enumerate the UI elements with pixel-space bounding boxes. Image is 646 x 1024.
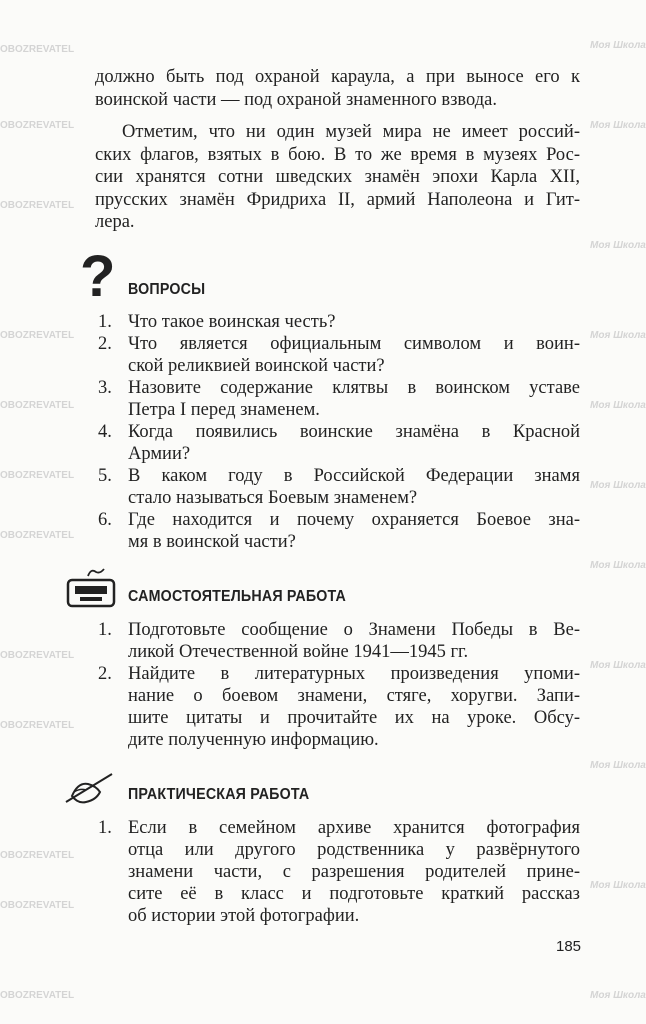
questions-heading: ВОПРОСЫ — [128, 281, 206, 298]
list-item-line: об истории этой фотографии. — [128, 906, 360, 926]
independent-heading: САМОСТОЯТЕЛЬНАЯ РАБОТА — [128, 588, 347, 605]
list-item-number: 1. — [98, 312, 112, 332]
watermark: Моя Школа — [590, 40, 646, 51]
watermark: OBOZREVATEL — [0, 530, 75, 541]
paragraph-line: ских флагов, взятых в бою. В то же время в музеях Рос- — [95, 145, 580, 165]
question-mark-icon: ? — [80, 244, 116, 309]
list-item-line: ликой Отечественной войне 1941—1945 гг. — [128, 642, 469, 662]
list-item-line: Подготовьте сообщение о Знамени Победы в Ве- — [128, 620, 580, 640]
watermark: Моя Школа — [590, 660, 646, 671]
paragraph-line: должно быть под охраной караула, а при выносе его к — [95, 67, 580, 87]
page-number: 185 — [556, 938, 582, 955]
paragraph-line: Отметим, что ни один музей мира не имеет россий- — [122, 122, 580, 142]
watermark: Моя Школа — [590, 880, 646, 891]
watermark: Моя Школа — [590, 990, 646, 1001]
watermark: OBOZREVATEL — [0, 650, 75, 661]
list-item-line: стало называться Боевым знаменем? — [128, 488, 418, 508]
watermark: Моя Школа — [590, 560, 646, 571]
watermark: OBOZREVATEL — [0, 990, 75, 1001]
watermark: OBOZREVATEL — [0, 200, 75, 211]
list-item-line: отца или другого родственника у развёрнутого — [128, 840, 580, 860]
list-item-line: дите полученную информацию. — [128, 730, 379, 750]
list-item-line: шите цитаты и прочитайте их на уроке. Обсу- — [128, 708, 580, 728]
list-item-number: 1. — [98, 818, 112, 838]
list-item-line: нание о боевом знамени, стяге, хоругви. Запи- — [128, 686, 580, 706]
list-item-number: 1. — [98, 620, 112, 640]
keyboard-icon — [66, 568, 116, 613]
list-item-number: 4. — [98, 422, 112, 442]
watermark: Моя Школа — [590, 400, 646, 411]
list-item-line: Армии? — [128, 444, 191, 464]
list-item-number: 2. — [98, 664, 112, 684]
list-item-line: Что такое воинская честь? — [128, 312, 336, 332]
watermark: OBOZREVATEL — [0, 44, 75, 55]
list-item-line: Где находится и почему охраняется Боевое зна- — [128, 510, 580, 530]
list-item-number: 5. — [98, 466, 112, 486]
list-item-number: 6. — [98, 510, 112, 530]
list-item-line: Петра I перед знаменем. — [128, 400, 320, 420]
watermark: Моя Школа — [590, 480, 646, 491]
list-item-line: ской реликвией воинской части? — [128, 356, 385, 376]
paragraph-line: воинской части — под охраной знаменного взвода. — [95, 90, 497, 110]
list-item-line: Назовите содержание клятвы в воинском уставе — [128, 378, 580, 398]
watermark: Моя Школа — [590, 240, 646, 251]
paragraph-line: прусских знамён Фридриха II, армий Наполеона и Гит- — [95, 190, 580, 210]
watermark: Моя Школа — [590, 330, 646, 341]
paragraph-line: сии хранятся сотни шведских знамён эпохи Карла XII, — [95, 167, 580, 187]
list-item-line: мя в воинской части? — [128, 532, 296, 552]
watermark: OBOZREVATEL — [0, 330, 75, 341]
list-item-line: В каком году в Российской Федерации знамя — [128, 466, 580, 486]
list-item-line: сите её в класс и подготовьте краткий рассказ — [128, 884, 580, 904]
watermark: OBOZREVATEL — [0, 900, 75, 911]
watermark: OBOZREVATEL — [0, 850, 75, 861]
list-item-line: знамени части, с разрешения родителей прине- — [128, 862, 580, 882]
watermark: OBOZREVATEL — [0, 120, 75, 131]
paragraph-line: лера. — [95, 212, 135, 232]
watermark: OBOZREVATEL — [0, 400, 75, 411]
writing-hand-icon — [64, 768, 114, 813]
list-item-number: 3. — [98, 378, 112, 398]
list-item-number: 2. — [98, 334, 112, 354]
list-item-line: Что является официальным символом и воин- — [128, 334, 580, 354]
list-item-line: Найдите в литературных произведения упоми- — [128, 664, 580, 684]
practical-heading: ПРАКТИЧЕСКАЯ РАБОТА — [128, 786, 310, 803]
watermark: Моя Школа — [590, 760, 646, 771]
watermark: OBOZREVATEL — [0, 470, 75, 481]
watermark: OBOZREVATEL — [0, 720, 75, 731]
watermark: Моя Школа — [590, 120, 646, 131]
list-item-line: Если в семейном архиве хранится фотография — [128, 818, 580, 838]
list-item-line: Когда появились воинские знамёна в Красной — [128, 422, 580, 442]
